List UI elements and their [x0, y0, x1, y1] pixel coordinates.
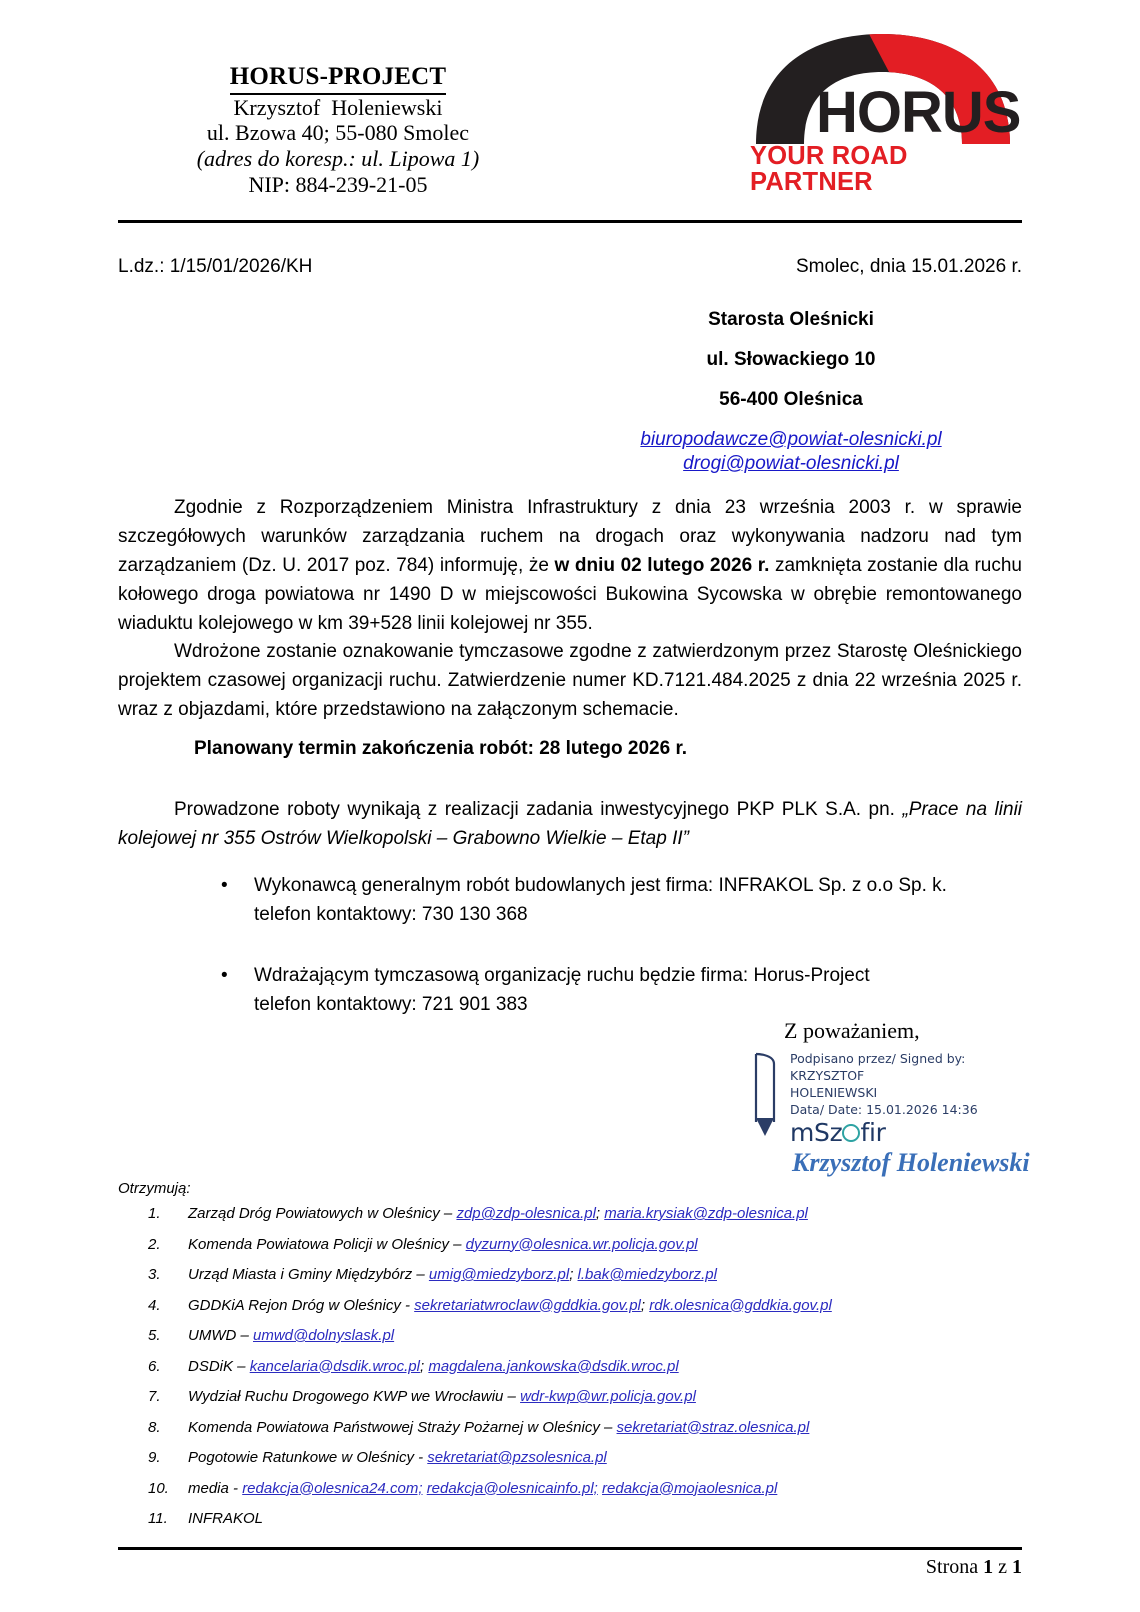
recipient-email[interactable]: umig@miedzyborz.pl	[428, 1266, 570, 1283]
paragraph-legal-basis	[118, 494, 1022, 638]
recipient-name: INFRAKOL	[188, 1510, 264, 1527]
recipient-separator: ;	[569, 1266, 578, 1283]
recipient-email[interactable]: sekretariatwroclaw@gddkia.gov.pl	[414, 1296, 641, 1314]
paragraph-temporary-organisation: Wdrożone zostanie oznakowanie tymczasowe zgodne z zatwierdzonym przez Starostę Oleśnickiego projektem czasowej organizacji ruchu. Zatwierdzenie numer KD.7121.484.2025 z dnia 22 września 2025 r. wraz z objazdami, które przedstawiono na załączonym schemacie.	[118, 641, 1022, 721]
recipients-heading: Otrzymują:	[118, 1180, 191, 1197]
handwritten-signature: Krzysztof Holeniewski	[792, 1148, 1030, 1177]
addressee-street: ul. Słowackiego 10	[706, 349, 876, 370]
bullet-1-line2: telefon kontaktowy: 721 901 383	[254, 993, 528, 1015]
list-item	[118, 1358, 1022, 1376]
letterhead-header	[0, 0, 1140, 210]
recipient-email[interactable]: rdk.olesnica@gddkia.gov.pl	[649, 1296, 832, 1314]
addressee-email-primary[interactable]: biuropodawcze@powiat-olesnicki.pl	[640, 429, 942, 450]
horus-tagline: YOUR ROAD PARTNER	[750, 142, 908, 196]
signature-block	[700, 1018, 1030, 1178]
list-item	[118, 1449, 1022, 1467]
signed-by-label: Podpisano przez/ Signed by:	[790, 1051, 966, 1066]
signature-timestamp: Data/ Date: 15.01.2026 14:36	[790, 1102, 978, 1117]
list-item	[118, 1297, 1022, 1315]
recipient-email[interactable]: sekretariat@straz.olesnica.pl	[616, 1418, 810, 1436]
recipient-email[interactable]: l.bak@miedzyborz.pl	[577, 1266, 717, 1283]
list-item	[118, 1388, 1022, 1406]
addressee-city: 56-400 Oleśnica	[719, 389, 863, 410]
recipient-name: Komenda Powiatowa Policji w Oleśnicy –	[188, 1235, 466, 1253]
mszafir-text-first: mSz	[790, 1118, 843, 1147]
sender-company-wrap	[118, 62, 558, 95]
recipient-email[interactable]: sekretariat@pzsolesnica.pl	[427, 1449, 607, 1466]
electronic-signature-stamp	[752, 1050, 1030, 1178]
recipient-email[interactable]: wdr-kwp@wr.policja.gov.pl	[520, 1388, 696, 1405]
recipient-number: 9.	[148, 1449, 161, 1466]
sender-address: ul. Bzowa 40; 55-080 Smolec	[206, 120, 470, 146]
recipient-name: UMWD –	[188, 1327, 253, 1344]
investment-task-title: „Prace na linii kolejowej nr 355 Ostrów Wielkopolski – Grabowno Wielkie – Etap II”	[118, 799, 1023, 849]
paragraph-investment-task-part1: Prowadzone roboty wynikają z realizacji zadania inwestycyjnego PKP PLK S.A. pn.	[174, 799, 903, 820]
list-item	[118, 1480, 1022, 1498]
header-divider	[118, 220, 1022, 223]
recipient-number: 5.	[148, 1327, 161, 1344]
recipient-number: 3.	[148, 1266, 161, 1283]
list-item	[118, 1236, 1022, 1254]
list-item	[118, 962, 1022, 1020]
signer-first-name: KRZYSZTOF	[790, 1068, 865, 1083]
recipient-number: 8.	[148, 1418, 161, 1436]
list-item	[118, 1419, 1022, 1437]
recipient-number: 6.	[148, 1357, 161, 1375]
place-and-date: Smolec, dnia 15.01.2026 r.	[795, 256, 1022, 277]
recipient-email[interactable]: zdp@zdp-olesnica.pl	[456, 1205, 596, 1222]
paragraph-legal-basis-part1: Zgodnie z Rozporządzeniem Ministra Infrastruktury z dnia 23 września 2003 r. w sprawie szczegółowych warunków zarządzania ruchem na drogach oraz wykonywania nadzoru nad tym zarządzaniem (Dz. U. 2017 poz. 784) informuję, że	[118, 497, 1022, 576]
reference-number: L.dz.: 1/15/01/2026/KH	[118, 256, 313, 277]
recipient-email[interactable]: maria.krysiak@zdp-olesnica.pl	[604, 1205, 808, 1222]
sender-person: Krzysztof Holeniewski	[233, 94, 443, 120]
recipient-email[interactable]: magdalena.jankowska@dsdik.wroc.pl	[428, 1357, 679, 1375]
addressee-name: Starosta Oleśnicki	[708, 309, 874, 330]
mszafir-ring-icon	[842, 1124, 860, 1142]
footer-middle: z	[993, 1556, 1012, 1578]
planned-completion-date: Planowany termin zakończenia robót: 28 lutego 2026 r.	[194, 738, 688, 759]
list-item	[118, 872, 1022, 930]
recipient-name: Urząd Miasta i Gminy Międzybórz –	[188, 1266, 429, 1283]
horus-wordmark: HORUS	[816, 80, 1021, 145]
addressee-email-secondary[interactable]: drogi@powiat-olesnicki.pl	[683, 453, 899, 474]
addressee-block	[560, 310, 1022, 478]
recipient-separator: ;	[419, 1357, 429, 1375]
sender-correspondence-address: (adres do koresp.: ul. Lipowa 1)	[196, 146, 480, 172]
recipients-list	[118, 1205, 1022, 1541]
recipient-email[interactable]: dyzurny@olesnica.wr.policja.gov.pl	[465, 1235, 698, 1253]
mszafir-text-last: fir	[860, 1118, 886, 1147]
closure-date-emphasis: w dniu 02 lutego 2026 r.	[554, 554, 770, 576]
bullet-icon: •	[221, 875, 228, 896]
footer-divider	[118, 1547, 1022, 1550]
horus-logo	[748, 32, 1033, 196]
paragraph-legal-basis-part2: zamknięta zostanie dla ruchu kołowego droga powiatowa nr 1490 D w miejscowości Bukowina Sycowska w obrębie remontowanego wiaduktu kolejowego w km 39+528 linii kolejowej nr 355.	[118, 554, 1022, 634]
sender-company: HORUS-PROJECT	[230, 62, 447, 95]
signature-details	[790, 1050, 1022, 1118]
recipient-email[interactable]: redakcja@olesnicainfo.pl;	[426, 1479, 598, 1497]
recipient-email[interactable]: kancelaria@dsdik.wroc.pl	[249, 1357, 420, 1375]
recipient-name: Pogotowie Ratunkowe w Oleśnicy -	[188, 1449, 428, 1466]
bullet-0-line2: telefon kontaktowy: 730 130 368	[254, 903, 528, 925]
signature-bracket-icon	[752, 1052, 778, 1138]
recipient-number: 7.	[148, 1388, 161, 1405]
paragraph-investment-task	[118, 796, 1022, 854]
recipient-number: 1.	[148, 1205, 161, 1222]
recipient-name: Wydział Ruchu Drogowego KWP we Wrocławiu –	[188, 1388, 521, 1405]
list-item	[118, 1266, 1022, 1284]
recipient-number: 4.	[148, 1296, 161, 1314]
recipient-name: media -	[188, 1479, 243, 1497]
list-item	[118, 1205, 1022, 1223]
list-item	[118, 1510, 1022, 1528]
recipient-email[interactable]: redakcja@mojaolesnica.pl	[602, 1479, 778, 1497]
recipient-name: Zarząd Dróg Powiatowych w Oleśnicy –	[188, 1205, 457, 1222]
recipient-email[interactable]: umwd@dolnyslask.pl	[253, 1327, 395, 1344]
bullet-icon: •	[221, 964, 228, 986]
list-item	[118, 1327, 1022, 1345]
signer-last-name: HOLENIEWSKI	[790, 1085, 878, 1100]
sender-letterhead	[118, 62, 558, 198]
bullet-0-line1: Wykonawcą generalnym robót budowlanych jest firma: INFRAKOL Sp. z o.o Sp. k.	[254, 875, 947, 896]
footer-current-page: 1	[983, 1556, 994, 1578]
mszafir-logo	[790, 1120, 886, 1145]
footer-total-pages: 1	[1012, 1556, 1022, 1578]
footer-prefix: Strona	[925, 1556, 984, 1578]
recipient-email[interactable]: redakcja@olesnica24.com;	[242, 1479, 423, 1497]
letter-body	[118, 494, 1022, 725]
sender-nip: NIP: 884-239-21-05	[248, 172, 428, 198]
recipient-name: GDDKiA Rejon Dróg w Oleśnicy -	[188, 1296, 415, 1314]
recipient-number: 10.	[148, 1479, 169, 1497]
bullet-1-line1: Wdrażającym tymczasową organizację ruchu będzie firma: Horus-Project	[254, 964, 870, 986]
document-meta	[118, 256, 1022, 278]
closing-salutation: Z poważaniem,	[784, 1018, 920, 1043]
page-footer	[118, 1556, 1022, 1579]
recipient-number: 2.	[148, 1235, 161, 1253]
recipient-number: 11.	[148, 1510, 168, 1527]
recipient-separator: ;	[595, 1205, 605, 1222]
recipient-name: DSDiK –	[188, 1357, 250, 1375]
recipient-separator: ;	[640, 1296, 650, 1314]
recipient-name: Komenda Powiatowa Państwowej Straży Pożarnej w Oleśnicy –	[188, 1418, 617, 1436]
